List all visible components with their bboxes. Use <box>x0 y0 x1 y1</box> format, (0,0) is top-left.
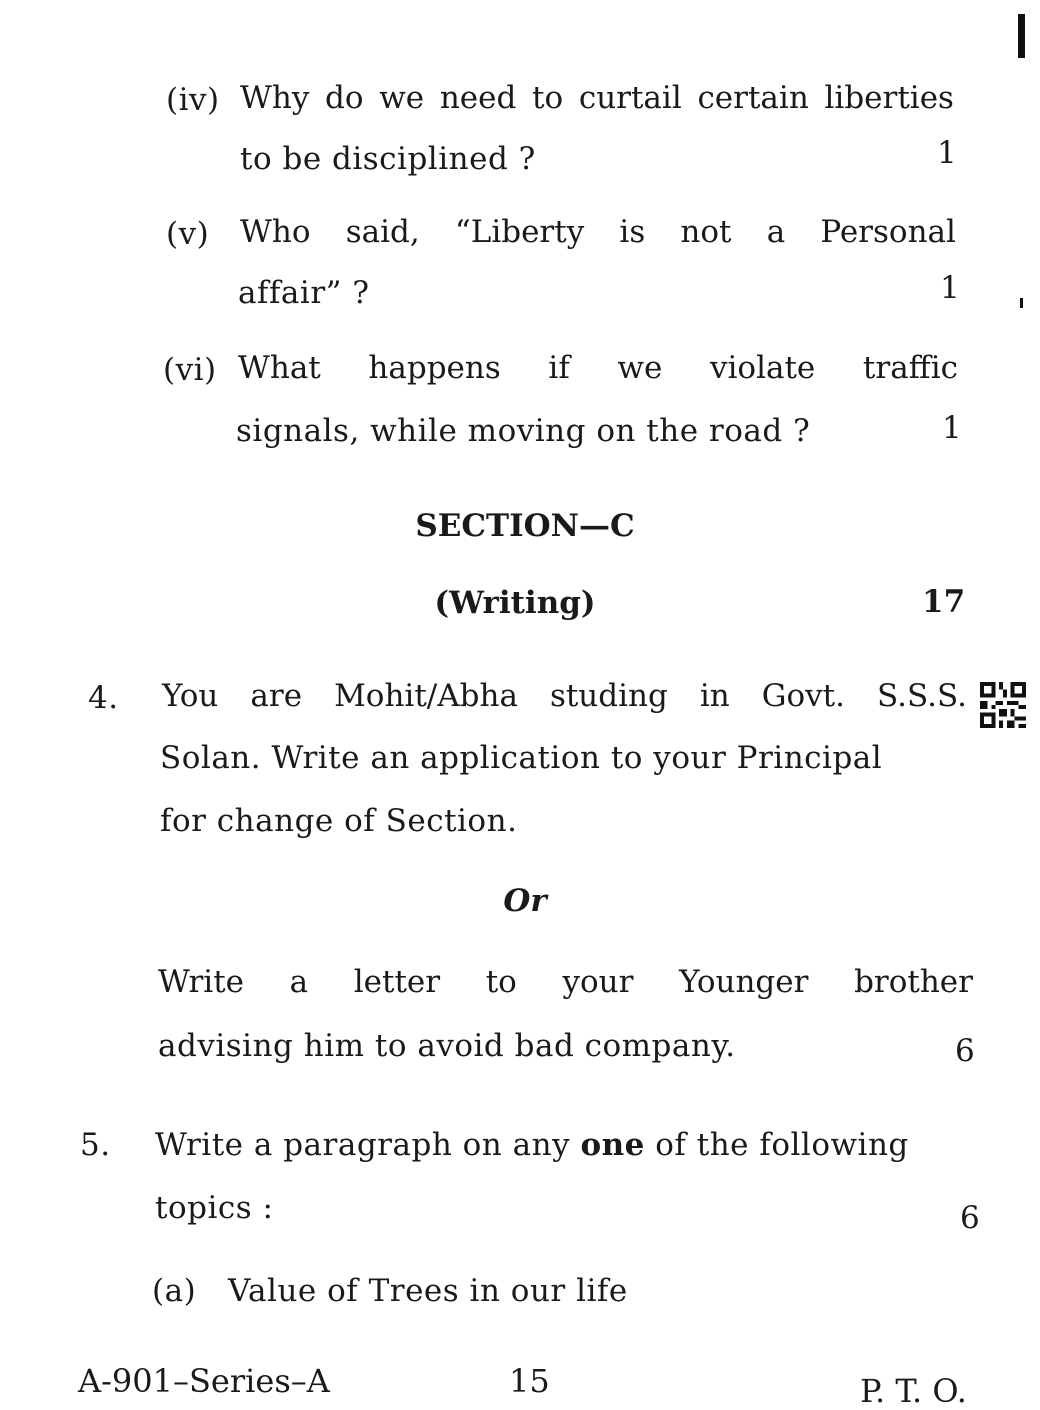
question-iv-marks: 1 <box>937 135 957 171</box>
question-vi-line2: signals, while moving on the road ? <box>236 413 811 449</box>
question-4-line2: Solan. Write an application to your Principal <box>160 740 883 776</box>
scan-dot <box>1020 298 1023 308</box>
question-4-marks: 6 <box>955 1033 975 1069</box>
question-vi-label: (vi) <box>163 352 217 388</box>
question-4-line3: for change of Section. <box>160 803 518 839</box>
question-5-marks: 6 <box>960 1200 980 1236</box>
section-title: SECTION—C <box>415 508 635 544</box>
question-4-line1: You are Mohit/Abha studing in Govt. S.S.S. <box>162 678 967 714</box>
question-v-line2: affair” ? <box>238 275 370 311</box>
section-subtitle: (Writing) <box>434 585 596 621</box>
question-v-label: (v) <box>166 216 210 252</box>
question-4-alt-line1: Write a letter to your Younger brother <box>158 964 973 1000</box>
or-separator: Or <box>503 883 547 919</box>
question-iv-line1: Why do we need to curtail certain liberties <box>240 80 954 116</box>
qr-code-icon <box>980 682 1026 728</box>
page-number: 15 <box>509 1362 550 1400</box>
question-4-number: 4. <box>88 680 119 716</box>
question-5-line1: Write a paragraph on any one of the following <box>155 1127 909 1163</box>
question-iv-label: (iv) <box>166 82 220 118</box>
question-5-line2: topics : <box>155 1190 274 1226</box>
option-a-text: Value of Trees in our life <box>228 1273 628 1309</box>
paper-code: A-901–Series–A <box>78 1362 330 1400</box>
question-v-line1: Who said, “Liberty is not a Personal <box>240 214 956 250</box>
question-iv-line2: to be disciplined ? <box>240 141 536 177</box>
scan-mark <box>1018 14 1025 58</box>
question-4-alt-line2: advising him to avoid bad company. <box>158 1028 736 1064</box>
option-a-label: (a) <box>152 1273 197 1309</box>
pto-label: P. T. O. <box>860 1372 967 1410</box>
section-marks: 17 <box>922 584 966 620</box>
question-vi-line1: What happens if we violate traffic <box>238 350 958 386</box>
question-v-marks: 1 <box>940 270 960 306</box>
question-5-number: 5. <box>80 1127 111 1163</box>
question-vi-marks: 1 <box>942 410 962 446</box>
